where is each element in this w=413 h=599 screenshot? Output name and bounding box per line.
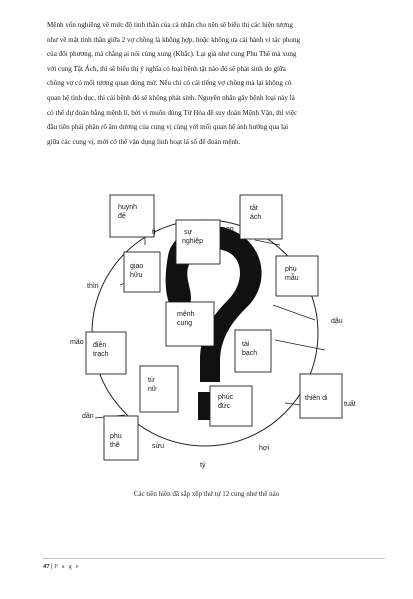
box-menh-cung-line2: cung <box>177 320 193 327</box>
box-tai-bach-line1: tài <box>242 341 250 348</box>
box-phu-mau-line1: phụ <box>285 266 297 273</box>
paragraph-line: như về mặt tinh thần giữa 2 vợ chồng là không hợp, hoặc không ưa cái hành vi tác phong <box>47 35 301 44</box>
body-paragraph <box>47 18 367 149</box>
branch-hoi: hợi <box>259 445 270 452</box>
paragraph-line: đầu tiên phải phân rõ âm dương của cung vị cùng với mối quan hệ ảnh hưởng qua lại <box>47 123 289 132</box>
page-footer <box>43 563 80 570</box>
box-tu-nu-line1: tử <box>148 377 155 384</box>
page-label: P a g e <box>54 563 80 570</box>
footer-separator: | <box>51 563 53 570</box>
branch-mao: mão <box>70 339 84 346</box>
box-phuc-duc-line2: đức <box>218 403 231 410</box>
box-menh-cung-line1: mệnh <box>177 311 195 318</box>
page-number: 47 <box>43 563 50 570</box>
figure-caption: Các tiên hiền đã sắp xếp thứ tự 12 cung như thế nào <box>133 490 280 498</box>
box-phu-the-line2: thê <box>110 442 120 449</box>
box-phu-the-line1: phu <box>110 433 122 440</box>
branch-dau: dậu <box>331 318 343 325</box>
box-phu-mau-line2: mẫu <box>285 275 299 282</box>
branch-ty: tý <box>200 462 206 469</box>
box-dien-trach-line1: điền <box>93 342 107 349</box>
paragraph-line: chồng vợ có mối tương quan đóng mở. Nếu chỉ có cái tiếng vợ chồng mà lại không có <box>47 79 292 88</box>
box-giao-huu-line2: hữu <box>130 272 143 279</box>
box-dien-trach-line2: trạch <box>93 351 109 358</box>
branch-dan: dần <box>82 413 94 420</box>
branch-thin: thìn <box>87 283 99 290</box>
box-tai-bach-line2: bạch <box>242 350 258 357</box>
footer-divider <box>43 558 385 559</box>
box-huynh-de-line2: đệ <box>118 213 126 220</box>
paragraph-line: của đối phương, mà chẳng ai nói cùng xung (Khắc). Lại giả như cung Phu Thê mà xung <box>47 50 297 59</box>
paragraph-line: giữa các cung vị, mới có thể vận dụng linh hoạt lá số để đoán mệnh. <box>47 137 241 146</box>
branch-suu: sửu <box>152 443 165 450</box>
box-giao-huu-line1: giao <box>130 263 144 270</box>
box-thien-di: thiên di <box>305 395 328 402</box>
paragraph-line: Mệnh vốn nghiêng về mức độ tinh thần của cả nhân cho nên sẽ biểu thị các hiện tượng <box>47 21 293 29</box>
box-phuc-duc-line1: phúc <box>218 394 234 401</box>
box-tat-ach-line1: tật <box>250 205 258 212</box>
box-su-nghiep-line2: nghiệp <box>182 238 204 245</box>
branch-tuat: tuất <box>344 401 356 408</box>
box-huynh-de-line1: huynh <box>118 204 138 211</box>
paragraph-line: có thể dự đoán bằng mệnh lí, bởi vì muốn dùng Tứ Hóa để suy đoán Mệnh Vận, thì việc <box>47 108 298 117</box>
box-su-nghiep-line1: sự <box>184 229 193 236</box>
box-tu-nu-line2: nữ <box>148 386 157 393</box>
branch-ngo: ngọ <box>222 226 234 233</box>
twelve-palaces-diagram <box>60 190 390 475</box>
paragraph-line: quan hệ tình dục, thì cái bệnh đó sẽ không phát sinh. Nguyên nhân gây bệnh loại này là <box>47 93 295 102</box>
paragraph-line: với cung Tật Ách, thì sẽ biểu thị ý nghĩa có loại bệnh tật nào đó sẽ phát sinh do giữa <box>47 64 286 73</box>
box-tat-ach-line2: ách <box>250 214 262 221</box>
branch-ti: tị <box>152 229 156 236</box>
